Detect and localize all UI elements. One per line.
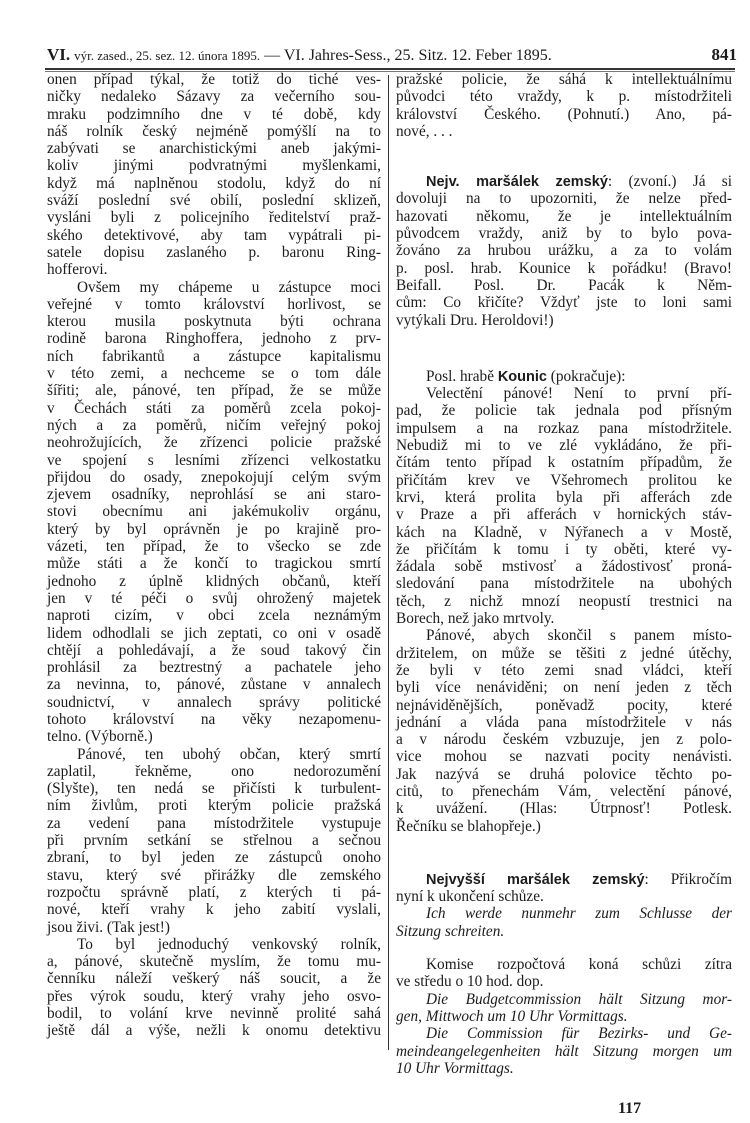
- page-footer-number: 117: [618, 1100, 642, 1117]
- text-line: lidem odhodlali se jich zeptati, co oni v osadě: [47, 624, 381, 642]
- text-line: citů, to přenechám Vám, velectění pánové,: [396, 782, 732, 800]
- header-volume: VI.: [47, 45, 71, 64]
- text-line: soudnictví, v annalech správy politické: [47, 693, 381, 711]
- paragraph: [396, 871, 732, 906]
- text-line: kách na Kladně, v Nýřanech a v Mostě,: [396, 523, 732, 541]
- text-line: Velectění pánové! Není to první pří-: [426, 385, 732, 403]
- text-line: dovoluji na to upozorniti, že nelze před-: [396, 190, 732, 208]
- text-line: naproti cizím, v obci zcela neznámým: [47, 607, 381, 625]
- text-line: sváží poslední své obilí, poslední sklizeň,: [47, 192, 381, 210]
- text-line: Řečníku se blahopřeje.): [396, 817, 541, 835]
- text-line: v Čechách státi za poměrů zcela pokoj-: [47, 399, 381, 417]
- text-line: zabývati se anarchistickými aneb jakými-: [47, 140, 381, 158]
- text-line: [396, 173, 732, 190]
- text-line: Jak nazývá se druhá polovice těchto po-: [396, 765, 732, 783]
- text-line: tohoto království na věky nezapomenu-: [47, 710, 381, 728]
- text-line: ještě dál a výše, nežli k onomu detektivu: [47, 1022, 381, 1040]
- paragraph: [47, 746, 381, 936]
- text-line: vázeti, ten případ, že to všecko se zde: [47, 538, 381, 556]
- text-line: ničky nedaleko Sázavy za večerního sou-: [47, 88, 381, 106]
- text-line: a, pánové, skutečně myslím, že tomu mu-: [47, 953, 381, 971]
- text-line: rodině barona Ringhoffera, jednoho z prv-: [47, 330, 381, 348]
- text-line: šířiti; ale, pánové, ten případ, že se může: [47, 382, 381, 400]
- text-line: držitelem, on může se těšiti z jedné útěchy,: [396, 644, 732, 662]
- text-line: meindeangelegenheiten hält Sitzung morgen um: [396, 1042, 732, 1060]
- text-line: Sitzung schreiten.: [396, 922, 505, 940]
- header-rule: [45, 68, 735, 70]
- paragraph: [47, 71, 381, 279]
- text-line: stavu, který své přirážky dle zemského: [47, 866, 381, 884]
- paragraph: [396, 1025, 732, 1077]
- text-block: [396, 173, 732, 329]
- text-line: koliv jinými podvratnými myšlenkami,: [47, 157, 381, 175]
- text-line: byli více nenáviděni; on není jeden z těch: [396, 679, 732, 697]
- text-line: žádala sobě mstivosť a žádostivosť proná-: [396, 558, 732, 576]
- text-line: bodil, to volání krve nevinně prolité sahá: [47, 1005, 381, 1023]
- text-line: nové, . . .: [396, 122, 453, 140]
- text-line: že přičítám k tomu i ty oběti, které vy-: [396, 540, 732, 558]
- text-line: hazovati někomu, že je intellektuálním: [396, 207, 732, 225]
- text-line: krvi, která prolita byla při afferách zde: [396, 488, 732, 506]
- speaker-name: Nejvyšší maršálek zemský: [426, 871, 645, 888]
- text-line: Pánové, ten ubohý občan, který smrtí: [77, 745, 381, 763]
- text-line: [396, 871, 732, 888]
- speech-text: (pokračuje):: [546, 367, 626, 385]
- text-line: gen, Mittwoch um 10 Uhr Vormittags.: [396, 1007, 628, 1025]
- text-line: ních fabrikantů a zástupce kapitalismu: [47, 347, 381, 365]
- text-line: zjevem osadníky, neprohlásí se ani staro-: [47, 486, 381, 504]
- text-block: [396, 71, 732, 140]
- text-line: zaplatil, řekněme, ono nedorozumění: [47, 762, 381, 780]
- text-line: sledování pana místodržitele na ubohých: [396, 575, 732, 593]
- left-column: [47, 71, 381, 1040]
- text-line: Die Commission für Bezirks- und Ge-: [426, 1025, 732, 1043]
- text-line: [396, 368, 732, 385]
- speech-text: : Přikročím: [644, 870, 732, 888]
- text-line: vysláni byli z policejního ředitelství praž-: [47, 209, 381, 227]
- text-line: žováno za hrubou urážku, a za to volám: [396, 242, 732, 260]
- text-line: To byl jednoduchý venkovský rolník,: [77, 935, 381, 953]
- speech-text: : (zvoní.) Já si: [607, 173, 732, 191]
- text-line: telno. (Výborně.): [47, 728, 153, 746]
- text-line: cům: Co křičíte? Vždyť jste to loni sami: [396, 294, 732, 312]
- text-line: těch, z nichž mnozí neopustí trestnici na: [396, 592, 732, 610]
- text-line: ve středu o 10 hod. dop.: [396, 973, 544, 991]
- text-line: že byli v této zemi snad vládci, kteří: [396, 661, 732, 679]
- speaker-name: Kounic: [497, 368, 547, 385]
- paragraph: [396, 385, 732, 627]
- text-line: když má naplněnou stodolu, když do ní: [47, 174, 381, 192]
- paragraph: [47, 279, 381, 746]
- text-line: impulsem a na rozkaz pana místodržitele.: [396, 419, 732, 437]
- text-line: ského detektivové, aby tam vypátrali pi-: [47, 226, 381, 244]
- text-block: [396, 871, 732, 940]
- paragraph: [396, 956, 732, 991]
- header-page-number: 841: [711, 45, 737, 64]
- text-line: stovi obecnímu ani jakémukoliv orgánu,: [47, 503, 381, 521]
- text-line: k uvážení. (Hlas: Útrpnosť! Potlesk.: [396, 800, 732, 818]
- text-line: může státi a že končí to tragickou smrtí: [47, 555, 381, 573]
- text-line: jednoho z úplně klidných občanů, kteří: [47, 572, 381, 590]
- header-german-session: VI. Jahres-Sess., 25. Sitz. 12. Feber 1895.: [283, 47, 552, 64]
- paragraph: [47, 936, 381, 1040]
- text-line: nyní k ukončení schůze.: [396, 888, 544, 906]
- text-line: přes výrok soudu, který vrahy jeho osvo-: [47, 987, 381, 1005]
- text-line: vytýkali Dru. Heroldovi!): [396, 311, 554, 329]
- text-line: neohrožujících, že zřízenci policie pražské: [47, 434, 381, 452]
- text-line: původci této vraždy, k p. místodržiteli: [396, 88, 732, 106]
- text-line: veřejné v tomto království horlivost, se: [47, 295, 381, 313]
- text-line: Komise rozpočtová koná schůzi zítra: [426, 956, 732, 974]
- text-line: v této zemi, a nechceme se o tom dále: [47, 365, 381, 383]
- text-line: nové, kteří vrahy k jeho zabití vyslali,: [47, 901, 381, 919]
- text-line: Ich werde nunmehr zum Schlusse der: [426, 905, 732, 923]
- speaker-name: Nejv. maršálek zemský: [426, 174, 608, 191]
- text-line: zbraní, to byl jeden ze zástupců onoho: [47, 849, 381, 867]
- text-line: jen v té péči o svůj ohrožený majetek: [47, 589, 381, 607]
- text-line: ním živlům, proti kterým policie pražská: [47, 797, 381, 815]
- text-line: čenníku náleží veškerý náš soucit, a že: [47, 970, 381, 988]
- text-line: za vedení pana místodržitele vystupuje: [47, 814, 381, 832]
- text-line: za nevinna, to, pánové, zůstane v annalech: [47, 676, 381, 694]
- text-line: vice mohou se nazvati pocity nenávisti.: [396, 748, 732, 766]
- text-line: pražské policie, že sáhá k intellektuálnímu: [396, 71, 732, 88]
- text-line: který by byl oprávněn je po krajině pro-: [47, 520, 381, 538]
- speaker-prefix: Posl. hrabě: [426, 367, 498, 385]
- text-line: království Českého. (Pohnutí.) Ano, pá-: [396, 105, 732, 123]
- paragraph: [396, 627, 732, 835]
- text-line: 10 Uhr Vormittags.: [396, 1059, 514, 1077]
- text-line: v Praze a při afferách v hornických stáv-: [396, 506, 732, 524]
- text-block: [396, 956, 732, 1077]
- text-line: Nebudiž mi to ve zlé vykládáno, že při-: [396, 437, 732, 455]
- text-line: jednání a vláda pana místodržitele v nás: [396, 713, 732, 731]
- header-dash: —: [264, 47, 281, 64]
- text-line: Die Budgetcommission hält Sitzung mor-: [426, 990, 732, 1008]
- text-line: náš rolník český nejméně pomýšlí na to: [47, 122, 381, 140]
- text-line: pad, že policie tak jednala pod přísným: [396, 402, 732, 420]
- text-line: přijdou do osady, znepokojují celým svým: [47, 468, 381, 486]
- text-line: (Slyšte), ten nedá se přičísti k turbulent-: [47, 780, 381, 798]
- paragraph: [396, 991, 732, 1026]
- text-line: chtějí a pohledávají, a že soud takový čin: [47, 641, 381, 659]
- text-line: ných a za poměrů, ničím veřejný pokoj: [47, 416, 381, 434]
- text-line: satele dopisu zaslaného p. baronu Ring-: [47, 243, 381, 261]
- text-line: mraku podzimního dne v té době, kdy: [47, 105, 381, 123]
- text-line: onen případ týkal, že totiž do tiché ves-: [47, 71, 381, 88]
- text-line: původcem vraždy, aniž by to bylo pova-: [396, 225, 732, 243]
- paragraph: [396, 71, 732, 140]
- paragraph: [396, 368, 732, 385]
- right-column: [396, 71, 732, 1077]
- text-line: a v národu českém vzbuzuje, jen z polo-: [396, 731, 732, 749]
- text-line: Beifall. Posl. Dr. Pacák k Něm-: [396, 276, 732, 294]
- text-line: prohlásil za beztrestný a pachatele jeho: [47, 659, 381, 677]
- text-line: čítám tento případ k ostatním případům, že: [396, 454, 732, 472]
- text-line: hofferovi.: [47, 261, 108, 279]
- paragraph: [396, 905, 732, 940]
- text-line: při prvním setkání se střelnou a sečnou: [47, 832, 381, 850]
- text-line: rozpočtu správně platí, z kterých ti pá-: [47, 883, 381, 901]
- text-line: nejnáviděnějších, poněvadž pocity, které: [396, 696, 732, 714]
- text-line: přičítám krev ve Všehromech prolitou ke: [396, 471, 732, 489]
- text-line: Borech, než jako mrtvoly.: [396, 610, 555, 628]
- text-line: Ovšem my chápeme u zástupce moci: [77, 278, 381, 296]
- running-header: [47, 45, 737, 67]
- text-line: jsou živi. (Tak jest!): [47, 918, 170, 936]
- paragraph: [396, 173, 732, 329]
- text-line: ve spojení s lesními zřízenci velkostatku: [47, 451, 381, 469]
- text-line: p. posl. hrab. Kounice k pořádku! (Bravo!: [396, 259, 732, 277]
- header-czech-session: výr. zased., 25. sez. 12. února 1895.: [74, 48, 261, 63]
- text-block: [396, 368, 732, 835]
- text-line: kterou musila poskytnuta býti ochrana: [47, 313, 381, 331]
- text-line: Pánové, abych skončil s panem místo-: [426, 627, 732, 645]
- column-divider: [388, 75, 389, 1050]
